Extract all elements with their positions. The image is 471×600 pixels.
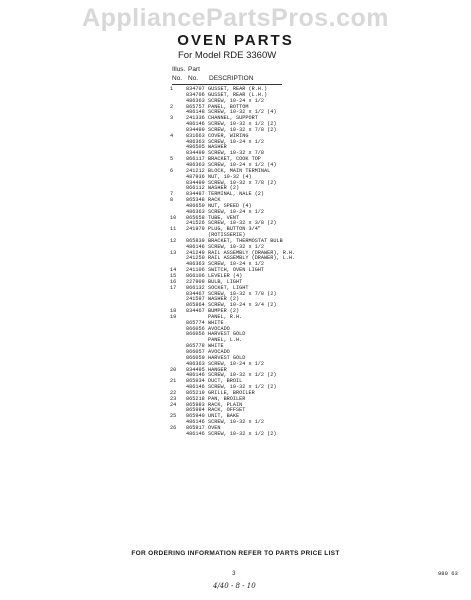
part-number: 486148: [186, 109, 205, 116]
part-description: HARVEST GOLD: [208, 331, 246, 338]
part-number: 241106: [186, 267, 205, 274]
part-number: 241212: [186, 167, 205, 174]
part-number: 834467: [186, 308, 205, 315]
parts-list: [170, 87, 370, 438]
part-number: 241979: [186, 226, 205, 233]
part-description: AVOCADO: [208, 348, 230, 355]
illus-number: 3: [170, 115, 174, 122]
part-number: 865983: [186, 401, 205, 408]
part-description: PANEL, L.H.: [208, 337, 243, 344]
page-number: 3: [232, 570, 236, 577]
part-description: RAIL ASSEMBLY (DRAWER), R.H.: [208, 249, 296, 256]
part-number: 865839: [186, 237, 205, 244]
part-description: SCREW, 10-24 x 1/2: [208, 208, 265, 215]
part-number: 241249: [186, 249, 205, 256]
part-number: 866059: [186, 354, 205, 361]
watermark: AppliancePartsPros.com: [82, 4, 389, 32]
part-number: 486146: [186, 430, 205, 437]
part-description: LEVELER (4): [208, 273, 243, 279]
part-description: RACK, PLAIN: [208, 401, 243, 408]
part-number: 241597: [186, 296, 205, 303]
illus-number: 17: [170, 284, 177, 291]
part-number: 241336: [186, 115, 205, 122]
part-description: PANEL, R.H.: [208, 313, 243, 320]
part-description: DUCT, BROIL: [208, 378, 243, 385]
part-description: CHANNEL, SUPPORT: [208, 115, 258, 122]
part-description: TUBE, VENT: [208, 214, 240, 221]
part-number: 831663: [186, 132, 205, 139]
part-description: BULB, LIGHT: [208, 278, 243, 285]
part-description: BUMPER (2): [208, 308, 240, 315]
part-description: WASHER: [208, 144, 227, 151]
illus-number: 26: [170, 424, 177, 431]
part-description: SWITCH, OVEN LIGHT: [208, 267, 265, 274]
part-number: 486363: [186, 360, 205, 367]
footer-note: FOR ORDERING INFORMATION REFER TO PARTS PRICE LIST: [131, 550, 340, 557]
part-description: UNIT, BAKE: [208, 413, 240, 420]
part-number: 834495: [186, 366, 205, 373]
part-description: TERMINAL, NALE (2): [208, 191, 265, 198]
part-number: 227909: [186, 278, 205, 285]
part-description: NUT, SPEED (4): [208, 202, 252, 209]
illus-number: 8: [170, 197, 174, 204]
part-description: GUSSET, REAR (R.H.): [208, 86, 268, 92]
part-number: 866056: [186, 331, 205, 338]
part-number: 865219: [186, 389, 205, 396]
part-number: 866057: [186, 348, 205, 355]
part-number: 241250: [186, 255, 205, 262]
part-description: GUSSET, REAR (L.H.): [208, 91, 268, 98]
illus-number: 5: [170, 156, 174, 163]
part-number: 834499: [186, 126, 205, 133]
part-number: 486363: [186, 161, 205, 168]
part-number: 866117: [186, 156, 205, 163]
illus-number: 24: [170, 401, 177, 408]
part-description: SCREW, 10-32 x 1/2 (2): [208, 372, 277, 379]
part-number: 865774: [186, 319, 205, 326]
part-description: BRACKET, THERMOSTAT BULB: [208, 237, 283, 244]
part-description: NUT, 10-32 (4): [208, 173, 252, 180]
part-description: SCREW, 10-24 x 1/2 (4): [208, 161, 277, 168]
part-description: SOCKET, LIGHT: [208, 284, 249, 291]
header-illus-no: No.: [172, 75, 183, 82]
illus-number: 7: [170, 191, 174, 198]
part-number: 486146: [186, 372, 205, 379]
part-description: HANGER: [208, 366, 227, 373]
part-description: SCREW, 10-24 x 1/2: [208, 261, 265, 268]
part-number: 866056: [186, 325, 205, 332]
illus-number: 22: [170, 389, 177, 396]
part-description: SCREW, 10-32 x 7/8 (2): [208, 126, 277, 133]
part-number: 865864: [186, 302, 205, 309]
date-code: 980 63: [438, 570, 458, 577]
illus-number: 2: [170, 103, 174, 110]
model-subtitle: For Model RDE 3360W: [178, 50, 277, 61]
illus-number: 1: [170, 86, 174, 92]
parts-row: [170, 432, 370, 438]
part-description: WHITE: [208, 343, 224, 350]
part-number: 834499: [186, 150, 205, 157]
part-description: BLOCK, MAIN TERMINAL: [208, 167, 271, 174]
part-description: PLUG, BUTTON 3/4": [208, 226, 261, 233]
page-title: OVEN PARTS: [177, 32, 294, 49]
part-number: 865218: [186, 395, 205, 402]
handwritten-note: 4/40 - 8 - 10: [213, 582, 256, 590]
illus-number: 23: [170, 395, 177, 402]
part-description: OVEN: [208, 424, 221, 431]
part-number: 486363: [186, 208, 205, 215]
header-part-no: No.: [188, 75, 199, 82]
illus-number: 16: [170, 278, 177, 285]
part-description: SCREW, 10-32 x 1/2 (2): [208, 384, 277, 391]
part-description: WHITE: [208, 319, 224, 326]
part-number: 486505: [186, 144, 205, 151]
part-description: SCREW, 10-24 x 1/2: [208, 138, 265, 145]
part-description: AVOCADO: [208, 325, 230, 332]
illus-number: 4: [170, 132, 174, 139]
part-description: SCREW, 10-24 x 3/4 (2): [208, 302, 277, 309]
part-description: SCREW, 10-32 x 7/8: [208, 150, 265, 157]
part-number: 865348: [186, 197, 205, 204]
illus-number: 19: [170, 313, 177, 320]
part-description: SCREW, 10-32 x 3/8 (2): [208, 220, 277, 227]
header-part: Part: [188, 66, 200, 73]
part-number: 865934: [186, 378, 205, 385]
header-divider: [172, 84, 282, 85]
illus-number: 13: [170, 249, 177, 256]
part-description: SCREW, 10-24 x 1/2: [208, 97, 265, 104]
part-number: 486363: [186, 97, 205, 104]
header-description: DESCRIPTION: [209, 75, 254, 82]
part-number: 486146: [186, 121, 205, 128]
part-description: (ROTISSERIE): [208, 232, 246, 239]
illus-number: 10: [170, 214, 177, 221]
illus-number: 15: [170, 273, 177, 279]
part-description: RACK, OFFSET: [208, 407, 246, 414]
part-number: 486146: [186, 419, 205, 426]
part-number: 865917: [186, 424, 205, 431]
part-number: 486363: [186, 261, 205, 268]
illus-number: 25: [170, 413, 177, 420]
part-description: SCREW, 10-32 x 7/8 (2): [208, 179, 277, 186]
part-description: COVER, WIRING: [208, 132, 249, 139]
part-number: 834499: [186, 179, 205, 186]
part-description: WASHER (2): [208, 296, 240, 303]
part-description: HARVEST GOLD: [208, 354, 246, 361]
part-description: WASHER (2): [208, 185, 240, 192]
part-number: 865984: [186, 407, 205, 414]
part-number: 486650: [186, 202, 205, 209]
part-number: 487936: [186, 173, 205, 180]
part-description: SCREW, 10-24 x 1/2: [208, 360, 265, 367]
part-number: 866132: [186, 284, 205, 291]
part-number: 486363: [186, 138, 205, 145]
part-number: 866112: [186, 185, 205, 192]
part-number: 486146: [186, 243, 205, 250]
illus-number: 20: [170, 366, 177, 373]
illus-number: 6: [170, 167, 174, 174]
part-description: PAN, BROILER: [208, 395, 246, 402]
part-description: SCREW, 10-32 x 1/2 (2): [208, 430, 277, 437]
part-description: RACK: [208, 197, 221, 204]
illus-number: 11: [170, 226, 177, 233]
part-number: 834706: [186, 91, 205, 98]
part-description: SCREW, 10-32 x 1/2: [208, 419, 265, 426]
part-description: BRACKET, COOK TOP: [208, 156, 261, 163]
illus-number: 12: [170, 237, 177, 244]
part-description: RAIL ASSEMBLY (DRAWER), L.H.: [208, 255, 296, 262]
part-number: 865757: [186, 103, 205, 110]
part-number: 866106: [186, 273, 205, 279]
part-number: 486146: [186, 384, 205, 391]
part-description: GRILLE, BROILER: [208, 389, 255, 396]
part-description: PANEL, BOTTOM: [208, 103, 249, 110]
part-description: SCREW, 10-32 x 1/2 (4): [208, 109, 277, 116]
part-number: 241526: [186, 220, 205, 227]
part-description: SCREW, 10-32 x 1/2 (2): [208, 121, 277, 128]
part-description: SCREW, 10-32 x 1/2: [208, 243, 265, 250]
part-number: 865778: [186, 343, 205, 350]
part-number: 865658: [186, 214, 205, 221]
part-number: 865940: [186, 413, 205, 420]
part-number: 834707: [186, 86, 205, 92]
part-description: SCREW, 10-32 x 7/8 (2): [208, 290, 277, 297]
illus-number: 21: [170, 378, 177, 385]
part-number: 834487: [186, 191, 205, 198]
header-illus: Illus.: [172, 66, 186, 73]
part-number: 834467: [186, 290, 205, 297]
illus-number: 18: [170, 308, 177, 315]
illus-number: 14: [170, 267, 177, 274]
